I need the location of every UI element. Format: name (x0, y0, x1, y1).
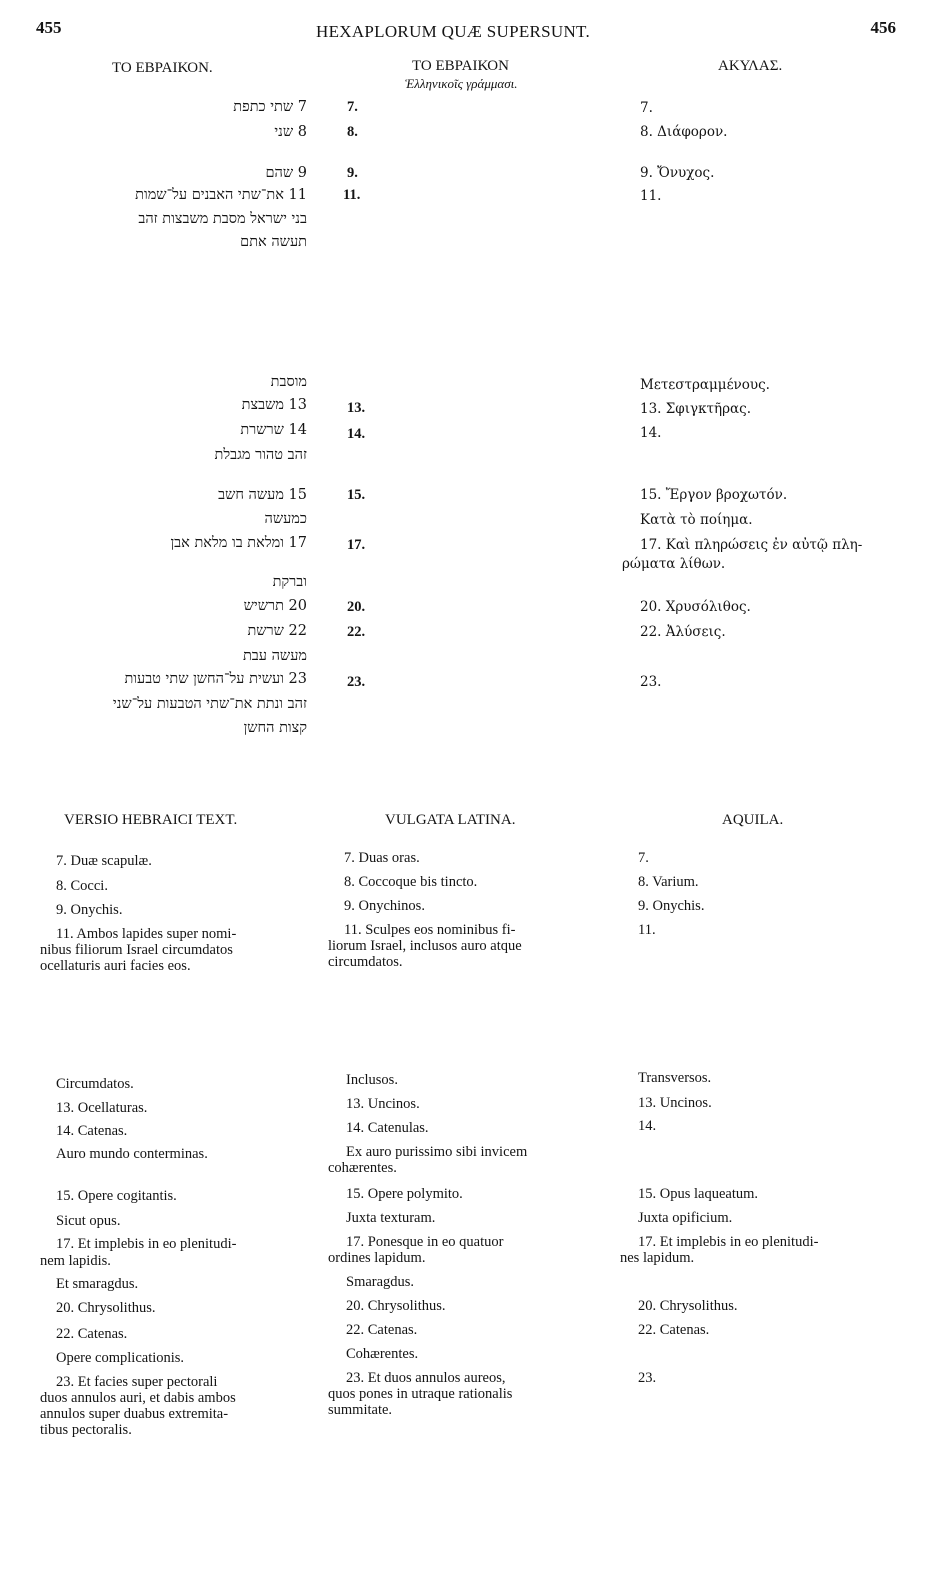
aquila-line: Κατὰ τὸ ποίημα. (640, 512, 753, 528)
page-number-right: 456 (870, 18, 896, 37)
versio-line: 13. Ocellaturas. (56, 1100, 148, 1116)
versio-line: Circumdatos. (56, 1076, 134, 1092)
aquila-latin-line: 8. Varium. (638, 874, 699, 890)
verse-number: 22. (347, 624, 366, 640)
aquila-line: 9. Ὄνυχος. (640, 165, 715, 181)
hebrew-line: 8 שני (274, 124, 307, 140)
hebrew-line: 9 שהם (265, 165, 307, 181)
aquila-latin-line: 23. (638, 1370, 657, 1386)
versio-line: ocellaturis auri facies eos. (40, 958, 191, 974)
vulgata-line: circumdatos. (328, 954, 403, 970)
aquila-latin-line: 7. (638, 850, 649, 866)
aquila-line: 8. Διάφορον. (640, 124, 728, 140)
vulgata-line: summitate. (328, 1402, 393, 1418)
vulgata-line: 7. Duas oras. (344, 850, 420, 866)
verse-number: 23. (347, 674, 366, 690)
verse-number: 15. (347, 487, 366, 503)
aquila-latin-line: 17. Et implebis in eo plenitudi- (638, 1234, 819, 1250)
verse-number: 20. (347, 599, 366, 615)
vulgata-line: 14. Catenulas. (346, 1120, 429, 1136)
verse-number: 17. (347, 537, 366, 553)
vulgata-line: 20. Chrysolithus. (346, 1298, 446, 1314)
hebrew-line: זהב ונתת את־שתי הטבעות על־שני (112, 696, 307, 712)
vulgata-line: 11. Sculpes eos nominibus fi- (344, 922, 516, 938)
vulgata-line: 22. Catenas. (346, 1322, 418, 1338)
vulgata-line: Smaragdus. (346, 1274, 415, 1290)
versio-line: nibus filiorum Israel circumdatos (40, 942, 233, 958)
vulgata-line: cohærentes. (328, 1160, 397, 1176)
aquila-line: 17. Καὶ πληρώσεις ἐν αὐτῷ πλη- (640, 537, 863, 553)
versio-line: tibus pectoralis. (40, 1422, 132, 1438)
aquila-latin-line: 22. Catenas. (638, 1322, 710, 1338)
aquila-line: Μετεστραμμένους. (640, 377, 770, 393)
vulgata-line: 13. Uncinos. (346, 1096, 420, 1112)
vulgata-line: ordines lapidum. (328, 1250, 426, 1266)
hebrew-line: 23 ועשית על־החשן שתי טבעות (124, 671, 307, 687)
vulgata-line: 17. Ponesque in eo quatuor (346, 1234, 504, 1250)
vulgata-line: Inclusos. (346, 1072, 398, 1088)
versio-column-title: VERSIO HEBRAICI TEXT. (64, 812, 238, 828)
vulgata-line: 9. Onychinos. (344, 898, 425, 914)
vulgata-line: liorum Israel, inclusos auro atque (328, 938, 522, 954)
aquila-latin-line: 13. Uncinos. (638, 1095, 712, 1111)
hebrew-line: זהב טהור מגבלת (214, 447, 307, 463)
verse-number: 8. (347, 124, 358, 140)
vulgata-line: 8. Coccoque bis tincto. (344, 874, 478, 890)
vulgata-line: Cohærentes. (346, 1346, 419, 1362)
hebrew-line: 15 מעשה חשב (218, 487, 307, 503)
versio-line: 23. Et facies super pectorali (56, 1374, 218, 1390)
aquila-line: ρώματα λίθων. (622, 556, 726, 572)
versio-line: 22. Catenas. (56, 1326, 128, 1342)
versio-line: annulos super duabus extremita- (40, 1406, 229, 1422)
versio-line: 17. Et implebis in eo plenitudi- (56, 1236, 237, 1252)
versio-line: 15. Opere cogitantis. (56, 1188, 177, 1204)
vulgata-line: Ex auro purissimo sibi invicem (346, 1144, 528, 1160)
versio-line: nem lapidis. (40, 1253, 111, 1269)
page-number-left: 455 (36, 18, 62, 37)
aquila-line: 23. (640, 674, 662, 690)
aquila-latin-column-title: AQUILA. (722, 812, 784, 828)
aquila-latin-line: nes lapidum. (620, 1250, 695, 1266)
hebrew-line: קצות החשן (243, 720, 307, 736)
versio-line: 9. Onychis. (56, 902, 123, 918)
versio-line: 7. Duæ scapulæ. (56, 853, 152, 869)
versio-line: Sicut opus. (56, 1213, 121, 1229)
aquila-line: 13. Σφιγκτῆρας. (640, 401, 752, 417)
versio-line: 20. Chrysolithus. (56, 1300, 156, 1316)
aquila-line: 7. (640, 100, 653, 116)
hebrew-line: 11 את־שתי האבנים על־שמות (135, 187, 307, 203)
vulgata-column-title: VULGATA LATINA. (385, 812, 516, 828)
hebrew-line: 14 שרשרת (240, 422, 307, 438)
running-title: HEXAPLORUM QUÆ SUPERSUNT. (316, 22, 591, 41)
aquila-latin-line: 15. Opus laqueatum. (638, 1186, 759, 1202)
verse-number: 9. (347, 165, 358, 181)
hebrew-line: תעשה אתם (240, 234, 307, 250)
versio-line: 11. Ambos lapides super nomi- (56, 926, 237, 942)
versio-line: 8. Cocci. (56, 878, 108, 894)
hebrew-line: מעשה עבת (242, 648, 307, 664)
verse-number: 11. (343, 187, 361, 203)
verse-number: 14. (347, 426, 366, 442)
versio-line: Auro mundo conterminas. (56, 1146, 208, 1162)
vulgata-line: 23. Et duos annulos aureos, (346, 1370, 506, 1386)
aquila-latin-line: 14. (638, 1118, 657, 1134)
versio-line: Opere complicationis. (56, 1350, 185, 1366)
verse-number: 13. (347, 400, 366, 416)
aquila-line: 11. (640, 188, 662, 204)
verse-number: 7. (347, 99, 358, 115)
aquila-line: 20. Χρυσόλιθος. (640, 599, 751, 615)
hebrew-line: מוסבת (270, 374, 307, 390)
hebrew-line: 20 תרשיש (243, 598, 307, 614)
aquila-latin-line: 11. (638, 922, 656, 938)
hebrew-line: 7 שתי כתפת (233, 99, 307, 115)
vulgata-line: 15. Opere polymito. (346, 1186, 463, 1202)
aquila-latin-line: 20. Chrysolithus. (638, 1298, 738, 1314)
aquila-latin-line: 9. Onychis. (638, 898, 705, 914)
aquila-column-title: ΑΚΥΛΑΣ. (718, 58, 783, 74)
hebrew-line: וברקת (272, 574, 307, 590)
aquila-line: 14. (640, 425, 662, 441)
aquila-latin-line: Juxta opificium. (638, 1210, 733, 1226)
greek-column-title: ΤΟ ΕΒΡΑΙΚΟΝ (412, 58, 509, 74)
hebrew-line: 17 ומלאת בו מלאת אבן (170, 535, 307, 551)
hebrew-line: 22 שרשת (247, 623, 307, 639)
hebrew-column-title: ΤΟ ΕΒΡΑΙΚΟΝ. (112, 60, 213, 76)
greek-column-subtitle: Ἑλληνικοῖς γράμμασι. (405, 76, 518, 91)
aquila-latin-line: Transversos. (638, 1070, 712, 1086)
versio-line: 14. Catenas. (56, 1123, 128, 1139)
hebrew-line: בני ישראל מסבת משבצות זהב (138, 211, 307, 227)
aquila-line: 22. Ἀλύσεις. (640, 624, 726, 640)
versio-line: duos annulos auri, et dabis ambos (40, 1390, 236, 1406)
hebrew-line: 13 משבצת (241, 397, 307, 413)
vulgata-line: Juxta texturam. (346, 1210, 436, 1226)
hebrew-line: כמעשה (264, 511, 307, 527)
aquila-line: 15. Ἔργον βροχωτόν. (640, 487, 788, 503)
vulgata-line: quos pones in utraque rationalis (328, 1386, 513, 1402)
versio-line: Et smaragdus. (56, 1276, 139, 1292)
